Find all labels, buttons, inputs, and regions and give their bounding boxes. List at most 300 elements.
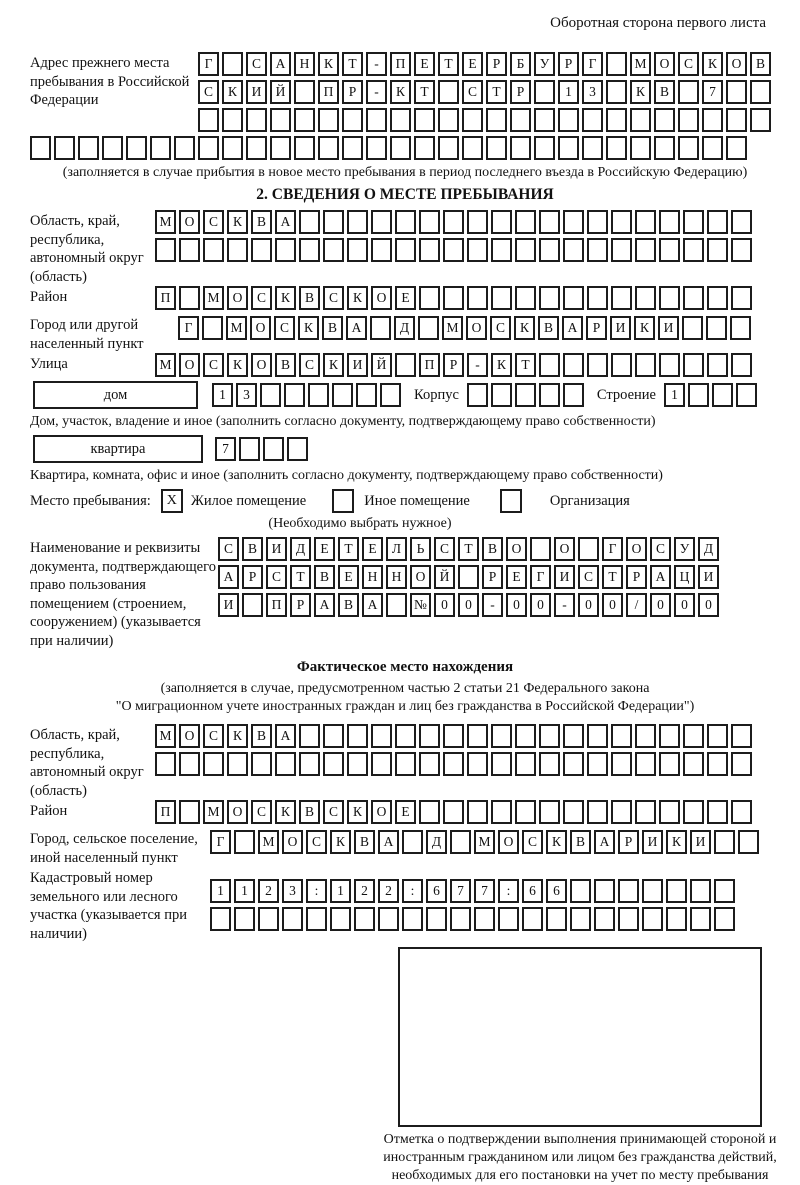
char-cell[interactable]: С <box>650 537 671 561</box>
char-cell[interactable]: Е <box>362 537 383 561</box>
char-cell[interactable]: П <box>318 80 339 104</box>
char-cell[interactable] <box>155 238 176 262</box>
char-cell[interactable] <box>578 537 599 561</box>
char-cell[interactable]: О <box>251 353 272 377</box>
char-cell[interactable] <box>587 752 608 776</box>
char-cell[interactable]: О <box>410 565 431 589</box>
char-cell[interactable]: В <box>338 593 359 617</box>
char-cell[interactable]: Т <box>515 353 536 377</box>
char-cell[interactable] <box>306 907 327 931</box>
char-cell[interactable]: 0 <box>674 593 695 617</box>
char-cell[interactable]: В <box>538 316 559 340</box>
char-cell[interactable]: 7 <box>474 879 495 903</box>
char-cell[interactable]: Г <box>530 565 551 589</box>
char-cell[interactable]: О <box>554 537 575 561</box>
char-cell[interactable] <box>563 238 584 262</box>
char-cell[interactable] <box>395 724 416 748</box>
char-cell[interactable] <box>730 316 751 340</box>
char-cell[interactable] <box>174 136 195 160</box>
char-cell[interactable] <box>380 383 401 407</box>
char-cell[interactable]: Н <box>386 565 407 589</box>
char-cell[interactable]: Р <box>242 565 263 589</box>
char-cell[interactable] <box>356 383 377 407</box>
char-cell[interactable]: Р <box>486 52 507 76</box>
char-cell[interactable] <box>678 108 699 132</box>
char-cell[interactable] <box>539 353 560 377</box>
char-cell[interactable]: К <box>634 316 655 340</box>
char-cell[interactable] <box>731 238 752 262</box>
char-cell[interactable]: П <box>419 353 440 377</box>
char-cell[interactable] <box>246 136 267 160</box>
char-cell[interactable]: Д <box>426 830 447 854</box>
char-cell[interactable]: В <box>482 537 503 561</box>
char-cell[interactable] <box>234 830 255 854</box>
char-cell[interactable]: С <box>274 316 295 340</box>
char-cell[interactable] <box>683 724 704 748</box>
char-cell[interactable]: И <box>554 565 575 589</box>
char-cell[interactable]: П <box>155 800 176 824</box>
char-cell[interactable] <box>263 437 284 461</box>
char-cell[interactable] <box>683 353 704 377</box>
char-cell[interactable]: - <box>366 52 387 76</box>
char-cell[interactable]: Г <box>210 830 231 854</box>
char-cell[interactable] <box>270 136 291 160</box>
char-cell[interactable]: В <box>654 80 675 104</box>
char-cell[interactable]: И <box>246 80 267 104</box>
char-cell[interactable] <box>563 383 584 407</box>
char-cell[interactable]: 0 <box>578 593 599 617</box>
char-cell[interactable]: С <box>462 80 483 104</box>
char-cell[interactable] <box>712 383 733 407</box>
char-cell[interactable] <box>284 383 305 407</box>
char-cell[interactable]: : <box>306 879 327 903</box>
char-cell[interactable]: К <box>227 210 248 234</box>
char-cell[interactable]: К <box>666 830 687 854</box>
char-cell[interactable] <box>54 136 75 160</box>
char-cell[interactable] <box>443 286 464 310</box>
char-cell[interactable] <box>678 80 699 104</box>
char-cell[interactable] <box>606 108 627 132</box>
char-cell[interactable] <box>179 286 200 310</box>
char-cell[interactable] <box>683 286 704 310</box>
char-cell[interactable] <box>395 238 416 262</box>
char-cell[interactable]: С <box>203 353 224 377</box>
char-cell[interactable] <box>582 136 603 160</box>
char-cell[interactable] <box>659 353 680 377</box>
char-cell[interactable] <box>486 108 507 132</box>
char-cell[interactable]: Й <box>434 565 455 589</box>
char-cell[interactable]: / <box>626 593 647 617</box>
char-cell[interactable] <box>443 724 464 748</box>
char-cell[interactable]: О <box>371 286 392 310</box>
char-cell[interactable] <box>731 353 752 377</box>
char-cell[interactable] <box>558 136 579 160</box>
char-cell[interactable] <box>635 238 656 262</box>
char-cell[interactable]: 6 <box>546 879 567 903</box>
char-cell[interactable] <box>462 136 483 160</box>
char-cell[interactable]: В <box>275 353 296 377</box>
char-cell[interactable] <box>750 108 771 132</box>
char-cell[interactable]: Т <box>414 80 435 104</box>
char-cell[interactable] <box>438 136 459 160</box>
inoe-checkbox[interactable] <box>332 489 354 513</box>
char-cell[interactable] <box>678 136 699 160</box>
char-cell[interactable]: К <box>227 724 248 748</box>
char-cell[interactable]: С <box>218 537 239 561</box>
char-cell[interactable]: 6 <box>522 879 543 903</box>
char-cell[interactable] <box>666 907 687 931</box>
char-cell[interactable]: 3 <box>282 879 303 903</box>
char-cell[interactable]: В <box>242 537 263 561</box>
char-cell[interactable]: 2 <box>354 879 375 903</box>
char-cell[interactable]: № <box>410 593 431 617</box>
char-cell[interactable]: А <box>218 565 239 589</box>
char-cell[interactable]: О <box>282 830 303 854</box>
char-cell[interactable] <box>611 238 632 262</box>
char-cell[interactable] <box>611 752 632 776</box>
char-cell[interactable]: А <box>650 565 671 589</box>
char-cell[interactable] <box>467 286 488 310</box>
char-cell[interactable] <box>563 210 584 234</box>
char-cell[interactable] <box>731 752 752 776</box>
char-cell[interactable] <box>371 238 392 262</box>
char-cell[interactable] <box>587 210 608 234</box>
char-cell[interactable]: М <box>203 286 224 310</box>
char-cell[interactable]: Р <box>558 52 579 76</box>
char-cell[interactable]: В <box>354 830 375 854</box>
char-cell[interactable] <box>330 907 351 931</box>
char-cell[interactable]: О <box>371 800 392 824</box>
char-cell[interactable] <box>30 136 51 160</box>
char-cell[interactable]: Е <box>395 800 416 824</box>
char-cell[interactable] <box>539 238 560 262</box>
char-cell[interactable]: Р <box>342 80 363 104</box>
char-cell[interactable] <box>606 52 627 76</box>
char-cell[interactable]: 7 <box>215 437 236 461</box>
char-cell[interactable]: О <box>179 353 200 377</box>
char-cell[interactable] <box>563 286 584 310</box>
char-cell[interactable] <box>563 353 584 377</box>
char-cell[interactable]: В <box>750 52 771 76</box>
char-cell[interactable] <box>371 724 392 748</box>
char-cell[interactable] <box>332 383 353 407</box>
char-cell[interactable]: К <box>222 80 243 104</box>
char-cell[interactable] <box>594 879 615 903</box>
char-cell[interactable]: Т <box>438 52 459 76</box>
char-cell[interactable]: - <box>467 353 488 377</box>
char-cell[interactable]: С <box>434 537 455 561</box>
char-cell[interactable] <box>438 108 459 132</box>
char-cell[interactable] <box>611 724 632 748</box>
char-cell[interactable] <box>467 383 488 407</box>
char-cell[interactable]: Г <box>582 52 603 76</box>
char-cell[interactable] <box>726 108 747 132</box>
char-cell[interactable] <box>299 752 320 776</box>
char-cell[interactable]: Р <box>482 565 503 589</box>
char-cell[interactable] <box>510 108 531 132</box>
char-cell[interactable]: К <box>702 52 723 76</box>
char-cell[interactable] <box>474 907 495 931</box>
char-cell[interactable] <box>414 108 435 132</box>
char-cell[interactable]: М <box>155 210 176 234</box>
char-cell[interactable] <box>270 108 291 132</box>
char-cell[interactable] <box>126 136 147 160</box>
char-cell[interactable] <box>458 565 479 589</box>
char-cell[interactable]: И <box>347 353 368 377</box>
char-cell[interactable]: Б <box>510 52 531 76</box>
char-cell[interactable]: А <box>346 316 367 340</box>
char-cell[interactable]: М <box>474 830 495 854</box>
char-cell[interactable] <box>611 800 632 824</box>
char-cell[interactable]: Е <box>414 52 435 76</box>
char-cell[interactable] <box>738 830 759 854</box>
char-cell[interactable] <box>491 724 512 748</box>
char-cell[interactable] <box>587 238 608 262</box>
char-cell[interactable] <box>203 238 224 262</box>
char-cell[interactable] <box>515 724 536 748</box>
char-cell[interactable]: 2 <box>378 879 399 903</box>
char-cell[interactable] <box>450 830 471 854</box>
char-cell[interactable] <box>702 136 723 160</box>
char-cell[interactable]: 1 <box>558 80 579 104</box>
char-cell[interactable] <box>246 108 267 132</box>
char-cell[interactable]: В <box>251 210 272 234</box>
char-cell[interactable] <box>443 752 464 776</box>
char-cell[interactable]: - <box>366 80 387 104</box>
char-cell[interactable] <box>707 353 728 377</box>
char-cell[interactable] <box>443 800 464 824</box>
char-cell[interactable] <box>683 238 704 262</box>
char-cell[interactable] <box>275 238 296 262</box>
char-cell[interactable]: С <box>306 830 327 854</box>
kvartira-box[interactable]: квартира <box>33 435 203 463</box>
char-cell[interactable] <box>558 108 579 132</box>
char-cell[interactable] <box>467 724 488 748</box>
char-cell[interactable] <box>371 210 392 234</box>
char-cell[interactable]: И <box>658 316 679 340</box>
char-cell[interactable]: К <box>330 830 351 854</box>
char-cell[interactable] <box>534 80 555 104</box>
char-cell[interactable] <box>534 136 555 160</box>
char-cell[interactable] <box>731 286 752 310</box>
char-cell[interactable]: С <box>266 565 287 589</box>
char-cell[interactable] <box>611 210 632 234</box>
char-cell[interactable] <box>707 210 728 234</box>
char-cell[interactable] <box>618 879 639 903</box>
char-cell[interactable] <box>530 537 551 561</box>
char-cell[interactable]: И <box>690 830 711 854</box>
char-cell[interactable] <box>179 800 200 824</box>
char-cell[interactable] <box>630 136 651 160</box>
char-cell[interactable] <box>462 108 483 132</box>
char-cell[interactable] <box>587 800 608 824</box>
char-cell[interactable]: Н <box>294 52 315 76</box>
char-cell[interactable] <box>347 238 368 262</box>
char-cell[interactable] <box>515 238 536 262</box>
char-cell[interactable] <box>515 800 536 824</box>
char-cell[interactable] <box>635 210 656 234</box>
char-cell[interactable]: К <box>546 830 567 854</box>
char-cell[interactable]: Й <box>371 353 392 377</box>
char-cell[interactable] <box>570 907 591 931</box>
char-cell[interactable]: Д <box>698 537 719 561</box>
char-cell[interactable]: 7 <box>702 80 723 104</box>
char-cell[interactable]: Т <box>458 537 479 561</box>
char-cell[interactable]: О <box>227 286 248 310</box>
char-cell[interactable] <box>390 108 411 132</box>
char-cell[interactable] <box>260 383 281 407</box>
char-cell[interactable] <box>227 238 248 262</box>
char-cell[interactable]: 2 <box>258 879 279 903</box>
char-cell[interactable] <box>539 800 560 824</box>
char-cell[interactable] <box>587 353 608 377</box>
char-cell[interactable] <box>419 286 440 310</box>
char-cell[interactable]: 0 <box>458 593 479 617</box>
char-cell[interactable]: Т <box>342 52 363 76</box>
char-cell[interactable] <box>78 136 99 160</box>
char-cell[interactable] <box>731 724 752 748</box>
char-cell[interactable]: С <box>246 52 267 76</box>
char-cell[interactable]: В <box>570 830 591 854</box>
char-cell[interactable]: А <box>275 210 296 234</box>
char-cell[interactable] <box>366 108 387 132</box>
char-cell[interactable] <box>707 800 728 824</box>
char-cell[interactable]: 0 <box>530 593 551 617</box>
char-cell[interactable] <box>342 108 363 132</box>
char-cell[interactable] <box>642 907 663 931</box>
char-cell[interactable] <box>294 136 315 160</box>
char-cell[interactable] <box>659 238 680 262</box>
char-cell[interactable] <box>534 108 555 132</box>
char-cell[interactable]: К <box>227 353 248 377</box>
char-cell[interactable] <box>539 752 560 776</box>
char-cell[interactable]: Е <box>462 52 483 76</box>
char-cell[interactable] <box>467 238 488 262</box>
char-cell[interactable] <box>491 238 512 262</box>
char-cell[interactable] <box>618 907 639 931</box>
char-cell[interactable]: С <box>203 724 224 748</box>
char-cell[interactable]: А <box>594 830 615 854</box>
char-cell[interactable]: Д <box>394 316 415 340</box>
char-cell[interactable]: К <box>323 353 344 377</box>
char-cell[interactable] <box>498 907 519 931</box>
char-cell[interactable] <box>714 830 735 854</box>
char-cell[interactable] <box>635 724 656 748</box>
char-cell[interactable] <box>726 80 747 104</box>
char-cell[interactable]: К <box>347 800 368 824</box>
char-cell[interactable] <box>318 108 339 132</box>
char-cell[interactable] <box>539 724 560 748</box>
char-cell[interactable]: 0 <box>506 593 527 617</box>
char-cell[interactable] <box>642 879 663 903</box>
char-cell[interactable]: О <box>179 724 200 748</box>
char-cell[interactable]: Р <box>626 565 647 589</box>
char-cell[interactable] <box>299 210 320 234</box>
char-cell[interactable] <box>702 108 723 132</box>
char-cell[interactable] <box>606 136 627 160</box>
char-cell[interactable]: В <box>299 800 320 824</box>
char-cell[interactable] <box>491 383 512 407</box>
char-cell[interactable]: Т <box>602 565 623 589</box>
char-cell[interactable] <box>227 752 248 776</box>
char-cell[interactable] <box>515 383 536 407</box>
char-cell[interactable] <box>450 907 471 931</box>
char-cell[interactable] <box>582 108 603 132</box>
char-cell[interactable] <box>234 907 255 931</box>
char-cell[interactable] <box>635 752 656 776</box>
char-cell[interactable] <box>438 80 459 104</box>
char-cell[interactable] <box>467 210 488 234</box>
char-cell[interactable]: Р <box>443 353 464 377</box>
char-cell[interactable]: А <box>270 52 291 76</box>
char-cell[interactable] <box>386 593 407 617</box>
char-cell[interactable] <box>179 238 200 262</box>
char-cell[interactable]: 1 <box>664 383 685 407</box>
char-cell[interactable] <box>378 907 399 931</box>
char-cell[interactable]: И <box>698 565 719 589</box>
char-cell[interactable] <box>102 136 123 160</box>
char-cell[interactable]: С <box>323 286 344 310</box>
char-cell[interactable] <box>486 136 507 160</box>
char-cell[interactable] <box>690 879 711 903</box>
char-cell[interactable] <box>198 136 219 160</box>
char-cell[interactable]: И <box>218 593 239 617</box>
char-cell[interactable]: П <box>390 52 411 76</box>
char-cell[interactable]: И <box>266 537 287 561</box>
char-cell[interactable]: С <box>678 52 699 76</box>
char-cell[interactable] <box>654 136 675 160</box>
char-cell[interactable] <box>275 752 296 776</box>
char-cell[interactable]: Е <box>395 286 416 310</box>
char-cell[interactable]: Т <box>290 565 311 589</box>
char-cell[interactable]: Г <box>178 316 199 340</box>
char-cell[interactable] <box>707 286 728 310</box>
char-cell[interactable] <box>515 752 536 776</box>
char-cell[interactable]: К <box>275 800 296 824</box>
char-cell[interactable]: М <box>258 830 279 854</box>
char-cell[interactable] <box>467 752 488 776</box>
char-cell[interactable] <box>342 136 363 160</box>
char-cell[interactable] <box>635 353 656 377</box>
char-cell[interactable] <box>491 286 512 310</box>
char-cell[interactable] <box>563 752 584 776</box>
char-cell[interactable] <box>563 800 584 824</box>
char-cell[interactable]: А <box>362 593 383 617</box>
char-cell[interactable]: О <box>227 800 248 824</box>
char-cell[interactable]: И <box>610 316 631 340</box>
char-cell[interactable] <box>426 907 447 931</box>
char-cell[interactable]: П <box>266 593 287 617</box>
char-cell[interactable]: О <box>626 537 647 561</box>
char-cell[interactable] <box>251 752 272 776</box>
char-cell[interactable] <box>611 353 632 377</box>
char-cell[interactable] <box>395 210 416 234</box>
char-cell[interactable] <box>258 907 279 931</box>
char-cell[interactable] <box>299 724 320 748</box>
char-cell[interactable] <box>635 800 656 824</box>
char-cell[interactable] <box>395 353 416 377</box>
char-cell[interactable]: Р <box>510 80 531 104</box>
char-cell[interactable] <box>242 593 263 617</box>
char-cell[interactable] <box>707 724 728 748</box>
char-cell[interactable] <box>294 80 315 104</box>
char-cell[interactable] <box>736 383 757 407</box>
char-cell[interactable] <box>419 238 440 262</box>
char-cell[interactable]: Р <box>586 316 607 340</box>
char-cell[interactable] <box>706 316 727 340</box>
char-cell[interactable] <box>419 724 440 748</box>
org-checkbox[interactable] <box>500 489 522 513</box>
